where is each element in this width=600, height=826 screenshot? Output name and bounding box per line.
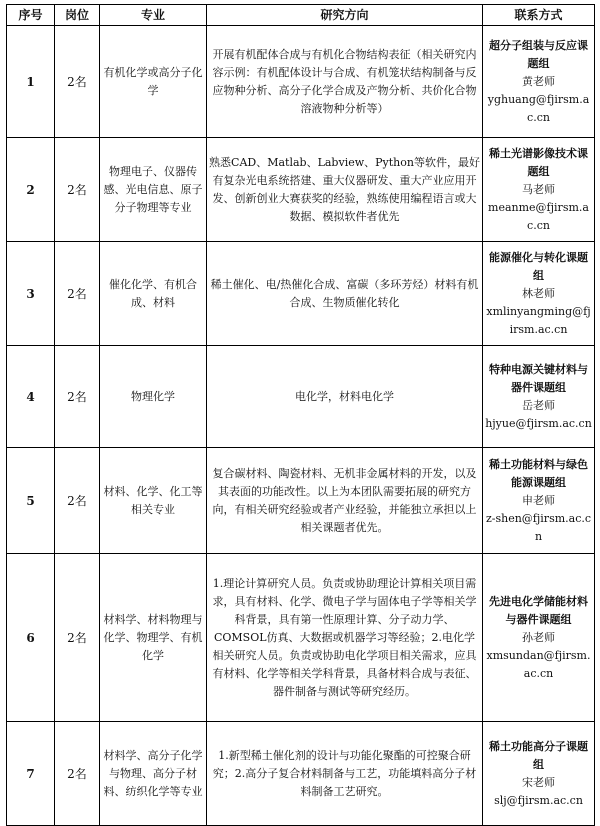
table-row — [7, 242, 595, 346]
direction-cell: 开展有机配体合成与有机化合物结构表征（相关研究内容示例：有机配体设计与合成、有机笼状结构制备与反应物种分析、高分子化学合成及产物分析、共价化合物溶液物种分析等） — [207, 26, 483, 138]
contact-cell — [483, 138, 595, 242]
contact-cell — [483, 26, 595, 138]
major-cell: 催化化学、有机合成、材料 — [100, 242, 207, 346]
table-row — [7, 722, 595, 826]
direction-cell: 1.理论计算研究人员。负责或协助理论计算相关项目需求，具有材料、化学、微电子学与固体电子学等相关学科背景，具有第一性原理计算、分子动力学、COMSOL仿真、大数据或机器学习等经验；2.电化学相关研究人员。负责或协助电化学项目相关需求，应具有材料、化学等相关学科背景，具备材料合成与表征、器件制备与测试等研究经历。 — [207, 554, 483, 722]
positions-count: 2名 — [55, 26, 100, 138]
contact-person: 林老师 — [522, 286, 555, 300]
header-row — [7, 5, 595, 26]
header-contact: 联系方式 — [483, 5, 595, 26]
header-no: 序号 — [7, 5, 55, 26]
table-row — [7, 554, 595, 722]
contact-cell — [483, 242, 595, 346]
group-name: 稀土功能材料与绿色能源课题组 — [489, 457, 588, 489]
contact-cell — [483, 346, 595, 448]
contact-person: 岳老师 — [522, 398, 555, 412]
table-row — [7, 448, 595, 554]
group-name: 稀土功能高分子课题组 — [489, 739, 588, 771]
row-number: 4 — [7, 346, 55, 448]
contact-email: slj@fjirsm.ac.cn — [494, 793, 583, 807]
positions-count: 2名 — [55, 346, 100, 448]
row-number: 1 — [7, 26, 55, 138]
major-cell: 材料学、材料物理与化学、物理学、有机化学 — [100, 554, 207, 722]
contact-person: 黄老师 — [522, 74, 555, 88]
direction-cell: 熟悉CAD、Matlab、Labview、Python等软件，最好有复杂光电系统搭建、重大仪器研发、重大产业应用开发、创新创业大赛获奖的经验，熟练使用编程语言或大数据、模拟软件者优先 — [207, 138, 483, 242]
contact-email: hjyue@fjirsm.ac.cn — [485, 416, 592, 430]
contact-email: meanme@fjirsm.ac.cn — [488, 200, 589, 232]
positions-count: 2名 — [55, 138, 100, 242]
group-name: 先进电化学储能材料与器件课题组 — [489, 594, 588, 626]
positions-count: 2名 — [55, 722, 100, 826]
contact-person: 孙老师 — [522, 630, 555, 644]
recruitment-table — [6, 4, 595, 826]
row-number: 6 — [7, 554, 55, 722]
header-major: 专业 — [100, 5, 207, 26]
table-row — [7, 346, 595, 448]
major-cell: 有机化学或高分子化学 — [100, 26, 207, 138]
row-number: 5 — [7, 448, 55, 554]
group-name: 特种电源关键材料与器件课题组 — [489, 362, 588, 394]
contact-email: xmsundan@fjirsm.ac.cn — [486, 648, 591, 680]
direction-cell: 稀土催化、电/热催化合成、富碳（多环芳烃）材料有机合成、生物质催化转化 — [207, 242, 483, 346]
table-row — [7, 138, 595, 242]
major-cell: 物理化学 — [100, 346, 207, 448]
contact-email: yghuang@fjirsm.ac.cn — [487, 92, 590, 124]
group-name: 稀土光谱影像技术课题组 — [489, 146, 588, 178]
direction-cell: 复合碳材料、陶瓷材料、无机非金属材料的开发，以及其表面的功能改性。以上为本团队需要拓展的研究方向，有相关研究经验或者产业经验，并能独立承担以上相关课题者优先。 — [207, 448, 483, 554]
contact-cell — [483, 448, 595, 554]
table-row — [7, 26, 595, 138]
major-cell: 材料学、高分子化学与物理、高分子材料、纺织化学等专业 — [100, 722, 207, 826]
group-name: 能源催化与转化课题组 — [489, 250, 588, 282]
positions-count: 2名 — [55, 242, 100, 346]
contact-cell — [483, 554, 595, 722]
contact-cell — [483, 722, 595, 826]
major-cell: 物理电子、仪器传感、光电信息、原子分子物理等专业 — [100, 138, 207, 242]
header-position: 岗位 — [55, 5, 100, 26]
major-cell: 材料、化学、化工等相关专业 — [100, 448, 207, 554]
contact-email: z-shen@fjirsm.ac.cn — [485, 511, 592, 543]
row-number: 2 — [7, 138, 55, 242]
contact-person: 马老师 — [522, 182, 555, 196]
row-number: 3 — [7, 242, 55, 346]
contact-email: xmlinyangming@fjirsm.ac.cn — [486, 304, 591, 336]
positions-count: 2名 — [55, 448, 100, 554]
header-direction: 研究方向 — [207, 5, 483, 26]
group-name: 超分子组装与反应课题组 — [489, 38, 588, 70]
positions-count: 2名 — [55, 554, 100, 722]
contact-person: 宋老师 — [522, 775, 555, 789]
direction-cell: 电化学，材料电化学 — [207, 346, 483, 448]
contact-person: 申老师 — [522, 493, 555, 507]
direction-cell: 1.新型稀土催化剂的设计与功能化聚酯的可控聚合研究；2.高分子复合材料制备与工艺，功能填料高分子材料制备工艺研究。 — [207, 722, 483, 826]
row-number: 7 — [7, 722, 55, 826]
